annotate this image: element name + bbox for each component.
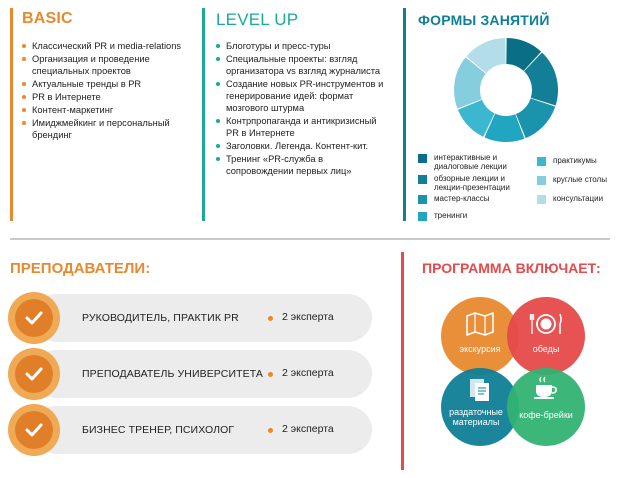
check-icon <box>25 422 43 438</box>
section-divider <box>10 238 610 240</box>
levelup-item: Блоготуры и пресс-туры <box>216 40 386 52</box>
teacher-count: 2 эксперта <box>282 423 334 435</box>
basic-item: PR в Интернете <box>22 91 192 103</box>
donut-chart <box>446 30 566 150</box>
teacher-role: БИЗНЕС ТРЕНЕР, ПСИХОЛОГ <box>82 424 235 436</box>
levelup-item: Тренинг «PR-служба в сопровождении первых лиц» <box>216 153 386 177</box>
program-accent-bar <box>401 252 404 470</box>
teacher-role: ПРЕПОДАВАТЕЛЬ УНИВЕРСИТЕТА <box>82 368 264 380</box>
check-icon <box>25 366 43 382</box>
teacher-role: РУКОВОДИТЕЛЬ, ПРАКТИК PR <box>82 312 239 324</box>
levelup-accent-bar <box>202 8 205 221</box>
legend-swatch <box>537 157 546 166</box>
basic-accent-bar <box>10 8 13 221</box>
check-badge <box>8 348 60 400</box>
check-badge <box>8 404 60 456</box>
teacher-count: 2 эксперта <box>282 311 334 323</box>
check-badge <box>8 292 60 344</box>
program-circle-lunch <box>507 297 585 375</box>
bullet-dot <box>268 372 273 377</box>
basic-item: Контент-маркетинг <box>22 104 192 116</box>
program-label: кофе-брейки <box>519 410 573 420</box>
bullet-dot <box>268 428 273 433</box>
program-label: экскурсия <box>459 344 501 354</box>
levelup-item: Специальные проекты: взгляд организатора vs взгляд журналиста <box>216 53 386 77</box>
forms-title: ФОРМЫ ЗАНЯТИЙ <box>418 12 550 28</box>
check-icon <box>25 310 43 326</box>
program-title: ПРОГРАММА ВКЛЮЧАЕТ: <box>422 260 601 276</box>
coffee-cup-icon <box>533 376 559 400</box>
legend-swatch <box>418 212 427 221</box>
levelup-item: Контрпропаганда и антикризисный PR в Интернете <box>216 115 386 139</box>
legend-swatch <box>537 195 546 204</box>
levelup-title: LEVEL UP <box>216 10 299 29</box>
basic-title: BASIC <box>22 10 73 27</box>
basic-item: Актуальные тренды в PR <box>22 78 192 90</box>
bullet-dot <box>268 316 273 321</box>
levelup-list <box>216 40 386 178</box>
plate-cutlery-icon <box>529 312 563 336</box>
levelup-item: Создание новых PR-инструментов и генерирование идей: формат мозгового штурма <box>216 78 386 114</box>
map-icon <box>465 312 495 336</box>
basic-item: Имиджмейкинг и персональный брендинг <box>22 117 192 141</box>
forms-accent-bar <box>403 8 406 221</box>
legend-swatch <box>537 176 546 185</box>
basic-item: Организация и проведение специальных проектов <box>22 53 192 77</box>
basic-list <box>22 40 192 142</box>
teachers-title: ПРЕПОДАВАТЕЛИ: <box>10 260 151 277</box>
program-label: раздаточные материалы <box>449 407 503 427</box>
legend-swatch <box>418 154 427 163</box>
legend-swatch <box>418 195 427 204</box>
basic-item: Классический PR и media-relations <box>22 40 192 52</box>
documents-icon <box>468 375 492 403</box>
legend-swatch <box>418 175 427 184</box>
levelup-item: Заголовки. Легенда. Контент-кит. <box>216 140 386 152</box>
program-label: обеды <box>532 344 560 354</box>
teacher-count: 2 эксперта <box>282 367 334 379</box>
